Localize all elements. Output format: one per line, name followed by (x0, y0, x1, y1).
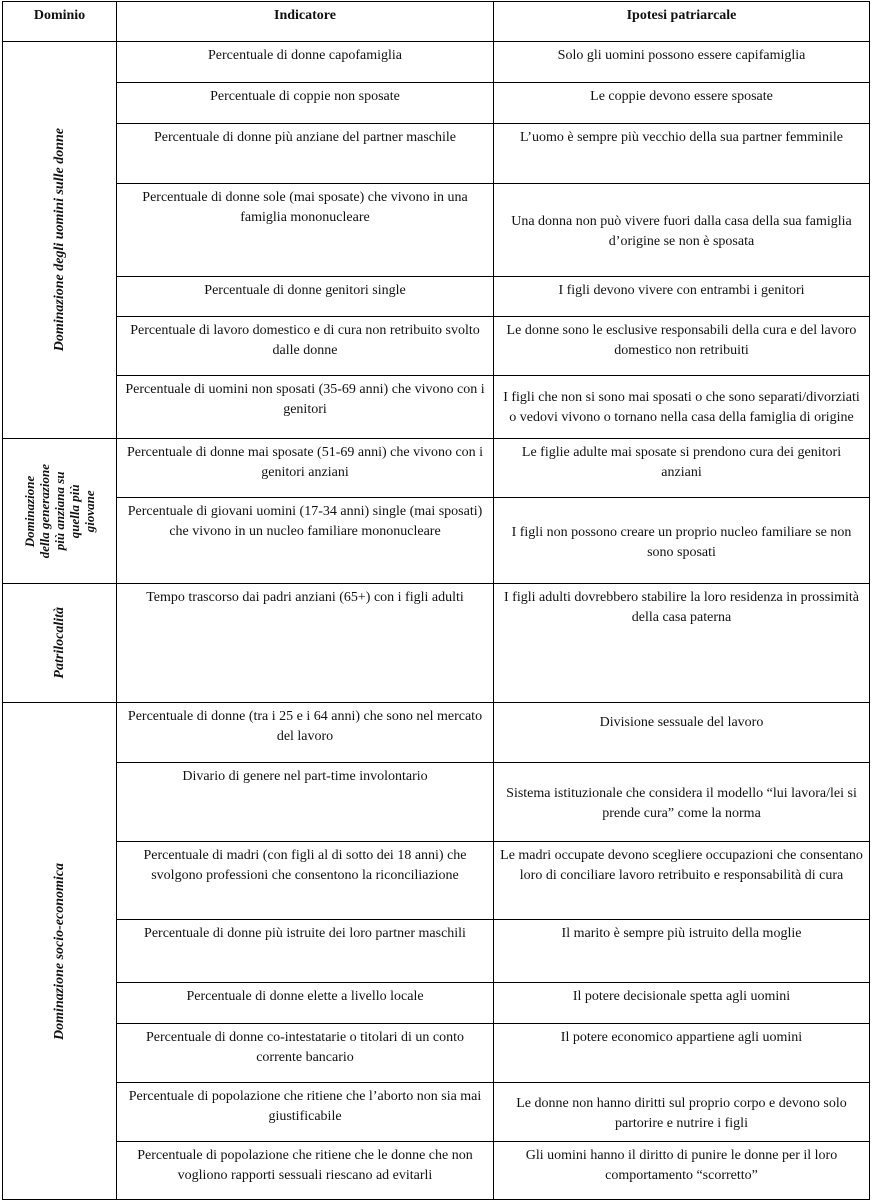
indicator-cell: Percentuale di donne più istruite dei loro partner maschili (117, 920, 494, 982)
table-row (3, 1141, 870, 1199)
domain-label: Dominazione della generazione più anziana su quella più giovane (22, 463, 97, 559)
hypothesis-cell: L’uomo è sempre più vecchio della sua partner femminile (494, 124, 870, 184)
header-domain: Dominio (3, 2, 117, 42)
hypothesis-cell: Le madri occupate devono scegliere occupazioni che consentano loro di conciliare lavoro retribuito e responsabilità di cura (494, 842, 870, 920)
table-row (3, 375, 870, 438)
table-row (3, 498, 870, 584)
hypothesis-cell: Le donne sono le esclusive responsabili della cura e del lavoro domestico non retribuiti (494, 316, 870, 375)
indicator-cell: Percentuale di uomini non sposati (35-69 anni) che vivono con i genitori (117, 375, 494, 438)
table-row (3, 703, 870, 763)
domain-label: Patrilocalità (51, 607, 67, 679)
table-row (3, 124, 870, 184)
domain-cell-generational (3, 439, 117, 584)
table-row (3, 842, 870, 920)
hypothesis-cell: I figli che non si sono mai sposati o che sono separati/divorziati o vedovi vivono o tornano nella casa della famiglia di origine (494, 375, 870, 438)
indicator-cell: Percentuale di giovani uomini (17-34 anni) single (mai sposati) che vivono in un nucleo familiare mononucleare (117, 498, 494, 584)
indicator-cell: Tempo trascorso dai padri anziani (65+) con i figli adulti (117, 584, 494, 703)
table-row (3, 920, 870, 982)
hypothesis-cell: Il potere economico appartiene agli uomini (494, 1023, 870, 1082)
indicator-cell: Percentuale di donne (tra i 25 e i 64 anni) che sono nel mercato del lavoro (117, 703, 494, 763)
indicator-cell: Percentuale di lavoro domestico e di cura non retribuito svolto dalle donne (117, 316, 494, 375)
hypothesis-cell: Le coppie devono essere sposate (494, 83, 870, 124)
indicator-cell: Percentuale di donne capofamiglia (117, 42, 494, 83)
indicator-cell: Percentuale di donne genitori single (117, 276, 494, 316)
indicator-cell: Percentuale di donne più anziane del partner maschile (117, 124, 494, 184)
table-row (3, 316, 870, 375)
domain-cell-patrilocality (3, 584, 117, 703)
indicator-cell: Divario di genere nel part-time involontario (117, 763, 494, 842)
domain-cell-men-over-women (3, 42, 117, 439)
hypothesis-cell: Gli uomini hanno il diritto di punire le donne per il loro comportamento “scorretto” (494, 1141, 870, 1199)
hypothesis-cell: Divisione sessuale del lavoro (494, 703, 870, 763)
table-row (3, 83, 870, 124)
table-row (3, 763, 870, 842)
indicator-cell: Percentuale di popolazione che ritiene che l’aborto non sia mai giustificabile (117, 1082, 494, 1141)
hypothesis-cell: Le figlie adulte mai sposate si prendono cura dei genitori anziani (494, 439, 870, 498)
hypothesis-cell: Solo gli uomini possono essere capifamiglia (494, 42, 870, 83)
indicator-cell: Percentuale di donne co-intestatarie o titolari di un conto corrente bancario (117, 1023, 494, 1082)
table-row (3, 1023, 870, 1082)
domain-cell-socio-economic (3, 703, 117, 1200)
indicator-cell: Percentuale di popolazione che ritiene che le donne che non vogliono rapporti sessuali riescano ad evitarli (117, 1141, 494, 1199)
hypothesis-cell: I figli devono vivere con entrambi i genitori (494, 276, 870, 316)
domain-label: Dominazione socio-economica (51, 862, 67, 1040)
hypothesis-cell: Il marito è sempre più istruito della moglie (494, 920, 870, 982)
indicator-cell: Percentuale di madri (con figli al di sotto dei 18 anni) che svolgono professioni che consentono la riconciliazione (117, 842, 494, 920)
indicator-cell: Percentuale di donne elette a livello locale (117, 982, 494, 1023)
hypothesis-cell: I figli adulti dovrebbero stabilire la loro residenza in prossimità della casa paterna (494, 584, 870, 703)
hypothesis-cell: Sistema istituzionale che considera il modello “lui lavora/lei si prende cura” come la norma (494, 763, 870, 842)
patriarchy-indicators-table (2, 1, 870, 1200)
table-row (3, 439, 870, 498)
indicator-cell: Percentuale di coppie non sposate (117, 83, 494, 124)
hypothesis-cell: Il potere decisionale spetta agli uomini (494, 982, 870, 1023)
table-row (3, 584, 870, 703)
hypothesis-cell: Una donna non può vivere fuori dalla casa della sua famiglia d’origine se non è sposata (494, 184, 870, 276)
header-indicator: Indicatore (117, 2, 494, 42)
domain-label: Dominazione degli uomini sulle donne (51, 128, 67, 352)
table-row (3, 1082, 870, 1141)
indicator-cell: Percentuale di donne mai sposate (51-69 anni) che vivono con i genitori anziani (117, 439, 494, 498)
table-row (3, 184, 870, 276)
table-row (3, 982, 870, 1023)
hypothesis-cell: Le donne non hanno diritti sul proprio corpo e devono solo partorire e nutrire i figli (494, 1082, 870, 1141)
table-row (3, 276, 870, 316)
header-hypothesis: Ipotesi patriarcale (494, 2, 870, 42)
hypothesis-cell: I figli non possono creare un proprio nucleo familiare se non sono sposati (494, 498, 870, 584)
indicator-cell: Percentuale di donne sole (mai sposate) che vivono in una famiglia mononucleare (117, 184, 494, 276)
header-row (3, 2, 870, 42)
table-row (3, 42, 870, 83)
